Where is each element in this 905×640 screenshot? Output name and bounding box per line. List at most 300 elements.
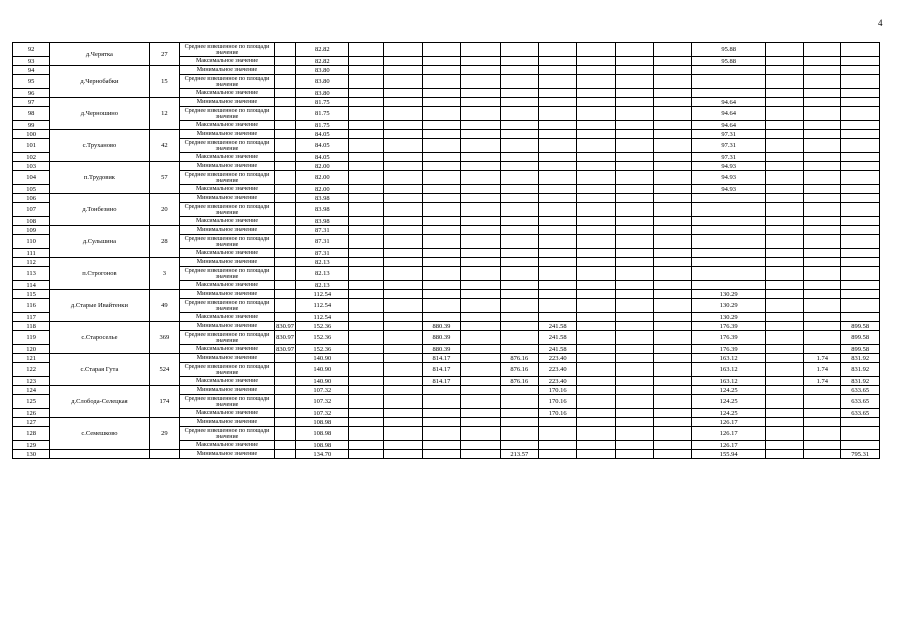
value-cell: 140.90 <box>296 354 349 363</box>
value-cell <box>349 331 384 345</box>
value-cell <box>615 354 653 363</box>
indicator-cell: Среднее взвешенное по площади значение <box>180 171 275 185</box>
value-cell <box>349 409 384 418</box>
value-cell <box>274 409 295 418</box>
value-cell: 126.17 <box>692 441 765 450</box>
value-cell <box>274 441 295 450</box>
value-cell: 241.58 <box>538 345 576 354</box>
value-cell <box>841 427 880 441</box>
value-cell <box>538 450 576 459</box>
value-cell <box>349 418 384 427</box>
value-cell <box>384 441 422 450</box>
value-cell <box>577 162 615 171</box>
value-cell <box>841 203 880 217</box>
value-cell: 87.31 <box>296 226 349 235</box>
value-cell: 880.39 <box>422 345 460 354</box>
value-cell: 82.00 <box>296 171 349 185</box>
row-number-cell: 113 <box>13 267 50 281</box>
value-cell <box>500 185 538 194</box>
value-cell <box>804 409 841 418</box>
value-cell <box>804 418 841 427</box>
value-cell <box>384 450 422 459</box>
value-cell <box>654 217 692 226</box>
value-cell <box>384 331 422 345</box>
value-cell: 126.17 <box>692 427 765 441</box>
value-cell <box>538 57 576 66</box>
table-row <box>13 290 880 299</box>
value-cell <box>349 57 384 66</box>
indicator-cell: Максимальное значение <box>180 121 275 130</box>
value-cell <box>349 354 384 363</box>
value-cell <box>577 313 615 322</box>
value-cell <box>615 66 653 75</box>
value-cell: 899.58 <box>841 345 880 354</box>
indicator-cell: Минимальное значение <box>180 66 275 75</box>
value-cell <box>461 395 501 409</box>
value-cell: 112.54 <box>296 290 349 299</box>
value-cell <box>577 121 615 130</box>
value-cell: 107.32 <box>296 409 349 418</box>
value-cell <box>349 139 384 153</box>
value-cell <box>577 153 615 162</box>
value-cell <box>577 171 615 185</box>
value-cell <box>500 98 538 107</box>
value-cell <box>461 89 501 98</box>
value-cell <box>384 345 422 354</box>
value-cell <box>349 386 384 395</box>
settlement-cell: с.Труханово <box>50 130 149 162</box>
value-cell: 152.36 <box>296 331 349 345</box>
indicator-cell: Среднее взвешенное по площади значение <box>180 395 275 409</box>
value-cell <box>422 281 460 290</box>
value-cell <box>615 418 653 427</box>
value-cell: 87.31 <box>296 249 349 258</box>
value-cell <box>538 162 576 171</box>
value-cell <box>765 450 803 459</box>
value-cell <box>804 107 841 121</box>
settlement-cell: с.Семешково <box>50 418 149 450</box>
value-cell: 107.32 <box>296 386 349 395</box>
value-cell <box>274 185 295 194</box>
value-cell <box>804 226 841 235</box>
value-cell <box>500 313 538 322</box>
value-cell <box>384 171 422 185</box>
value-cell <box>654 153 692 162</box>
row-number-cell: 124 <box>13 386 50 395</box>
value-cell <box>461 57 501 66</box>
value-cell <box>615 89 653 98</box>
value-cell <box>500 427 538 441</box>
value-cell: 213.57 <box>500 450 538 459</box>
value-cell <box>765 290 803 299</box>
value-cell <box>461 226 501 235</box>
value-cell <box>349 194 384 203</box>
value-cell <box>422 75 460 89</box>
value-cell <box>274 386 295 395</box>
value-cell <box>615 290 653 299</box>
value-cell <box>349 153 384 162</box>
value-cell <box>615 267 653 281</box>
value-cell <box>349 235 384 249</box>
value-cell: 155.94 <box>692 450 765 459</box>
row-number-cell: 109 <box>13 226 50 235</box>
value-cell <box>349 377 384 386</box>
value-cell: 223.40 <box>538 363 576 377</box>
value-cell <box>538 153 576 162</box>
value-cell <box>654 322 692 331</box>
value-cell: 126.17 <box>692 418 765 427</box>
value-cell <box>615 386 653 395</box>
value-cell <box>274 139 295 153</box>
value-cell <box>804 194 841 203</box>
parcel-count-cell: 49 <box>149 290 179 322</box>
value-cell <box>615 345 653 354</box>
indicator-cell: Максимальное значение <box>180 441 275 450</box>
value-cell <box>765 281 803 290</box>
parcel-count-cell: 524 <box>149 354 179 386</box>
value-cell <box>461 450 501 459</box>
row-number-cell: 119 <box>13 331 50 345</box>
value-cell <box>804 299 841 313</box>
indicator-cell: Минимальное значение <box>180 450 275 459</box>
value-cell <box>654 450 692 459</box>
value-cell <box>349 299 384 313</box>
value-cell <box>654 43 692 57</box>
row-number-cell: 94 <box>13 66 50 75</box>
value-cell <box>500 162 538 171</box>
value-cell <box>538 203 576 217</box>
value-cell <box>615 57 653 66</box>
value-cell: 108.98 <box>296 441 349 450</box>
indicator-cell: Минимальное значение <box>180 98 275 107</box>
indicator-cell: Минимальное значение <box>180 386 275 395</box>
table-row <box>13 162 880 171</box>
value-cell: 82.82 <box>296 43 349 57</box>
row-number-cell: 129 <box>13 441 50 450</box>
value-cell <box>577 43 615 57</box>
value-cell <box>804 139 841 153</box>
value-cell <box>349 203 384 217</box>
value-cell: 163.12 <box>692 377 765 386</box>
value-cell <box>654 130 692 139</box>
settlement-cell: д.Старые Ивайтенки <box>50 290 149 322</box>
value-cell <box>538 130 576 139</box>
value-cell: 170.16 <box>538 395 576 409</box>
value-cell <box>841 139 880 153</box>
value-cell <box>384 153 422 162</box>
value-cell <box>349 258 384 267</box>
settlement-cell: д.Слобода-Селецкая <box>50 386 149 418</box>
value-cell <box>765 299 803 313</box>
value-cell: 82.82 <box>296 57 349 66</box>
value-cell <box>841 217 880 226</box>
value-cell <box>384 203 422 217</box>
value-cell <box>461 258 501 267</box>
value-cell <box>461 331 501 345</box>
value-cell: 876.16 <box>500 363 538 377</box>
value-cell <box>615 226 653 235</box>
value-cell <box>615 139 653 153</box>
value-cell <box>577 418 615 427</box>
value-cell <box>500 345 538 354</box>
value-cell <box>538 267 576 281</box>
value-cell <box>384 217 422 226</box>
value-cell <box>500 153 538 162</box>
value-cell <box>422 107 460 121</box>
value-cell: 107.32 <box>296 395 349 409</box>
parcel-count-cell: 3 <box>149 258 179 290</box>
value-cell <box>274 249 295 258</box>
parcel-count-cell: 27 <box>149 43 179 66</box>
value-cell <box>841 153 880 162</box>
value-cell <box>349 89 384 98</box>
value-cell <box>461 185 501 194</box>
value-cell <box>577 185 615 194</box>
value-cell <box>274 313 295 322</box>
value-cell: 223.40 <box>538 354 576 363</box>
value-cell <box>538 427 576 441</box>
value-cell <box>538 107 576 121</box>
value-cell <box>765 98 803 107</box>
value-cell <box>841 185 880 194</box>
value-cell <box>804 249 841 258</box>
table-row <box>13 43 880 57</box>
indicator-cell: Максимальное значение <box>180 89 275 98</box>
value-cell <box>349 290 384 299</box>
value-cell <box>384 107 422 121</box>
value-cell: 241.58 <box>538 331 576 345</box>
value-cell <box>654 162 692 171</box>
value-cell <box>384 386 422 395</box>
value-cell <box>692 249 765 258</box>
indicator-cell: Среднее взвешенное по площади значение <box>180 427 275 441</box>
value-cell <box>500 121 538 130</box>
row-number-cell: 103 <box>13 162 50 171</box>
value-cell <box>349 427 384 441</box>
value-cell <box>577 345 615 354</box>
value-cell <box>349 130 384 139</box>
value-cell <box>577 395 615 409</box>
row-number-cell: 116 <box>13 299 50 313</box>
row-number-cell: 115 <box>13 290 50 299</box>
value-cell: 880.39 <box>422 331 460 345</box>
row-number-cell: 130 <box>13 450 50 459</box>
value-cell <box>804 130 841 139</box>
value-cell <box>577 235 615 249</box>
value-cell: 130.29 <box>692 290 765 299</box>
value-cell <box>615 75 653 89</box>
value-cell <box>538 217 576 226</box>
settlement-cell: д.Чернобабки <box>50 66 149 98</box>
value-cell <box>765 107 803 121</box>
value-cell <box>692 217 765 226</box>
indicator-cell: Минимальное значение <box>180 354 275 363</box>
parcel-count-cell: 42 <box>149 130 179 162</box>
value-cell <box>274 377 295 386</box>
value-cell <box>841 75 880 89</box>
value-cell <box>274 98 295 107</box>
value-cell <box>654 363 692 377</box>
value-cell <box>538 171 576 185</box>
value-cell <box>804 57 841 66</box>
value-cell <box>692 75 765 89</box>
value-cell <box>841 290 880 299</box>
parcel-count-cell: 20 <box>149 194 179 226</box>
value-cell <box>841 281 880 290</box>
value-cell <box>654 89 692 98</box>
value-cell <box>577 331 615 345</box>
value-cell: 814.17 <box>422 363 460 377</box>
value-cell <box>615 130 653 139</box>
value-cell <box>615 249 653 258</box>
value-cell <box>804 89 841 98</box>
value-cell: 152.36 <box>296 322 349 331</box>
value-cell <box>804 345 841 354</box>
parcel-count-cell: 174 <box>149 386 179 418</box>
value-cell: 241.58 <box>538 322 576 331</box>
table-row <box>13 226 880 235</box>
value-cell <box>384 313 422 322</box>
value-cell <box>841 107 880 121</box>
value-cell <box>654 194 692 203</box>
value-cell <box>615 217 653 226</box>
table-row <box>13 322 880 331</box>
row-number-cell: 93 <box>13 57 50 66</box>
value-cell <box>765 363 803 377</box>
value-cell: 176.39 <box>692 345 765 354</box>
indicator-cell: Максимальное значение <box>180 57 275 66</box>
value-cell <box>461 171 501 185</box>
row-number-cell: 110 <box>13 235 50 249</box>
value-cell: 876.16 <box>500 354 538 363</box>
indicator-cell: Максимальное значение <box>180 281 275 290</box>
value-cell <box>692 203 765 217</box>
value-cell <box>500 171 538 185</box>
value-cell <box>577 363 615 377</box>
value-cell <box>384 322 422 331</box>
value-cell <box>615 107 653 121</box>
value-cell <box>692 226 765 235</box>
value-cell <box>765 249 803 258</box>
value-cell <box>615 450 653 459</box>
value-cell <box>804 185 841 194</box>
indicator-cell: Максимальное значение <box>180 345 275 354</box>
value-cell <box>422 313 460 322</box>
value-cell <box>461 153 501 162</box>
row-number-cell: 95 <box>13 75 50 89</box>
value-cell <box>461 121 501 130</box>
value-cell <box>804 121 841 130</box>
table-row <box>13 194 880 203</box>
value-cell <box>654 107 692 121</box>
value-cell <box>538 185 576 194</box>
value-cell: 831.92 <box>841 363 880 377</box>
value-cell <box>765 235 803 249</box>
row-number-cell: 98 <box>13 107 50 121</box>
value-cell <box>615 313 653 322</box>
value-cell <box>500 409 538 418</box>
value-cell <box>422 203 460 217</box>
value-cell <box>461 217 501 226</box>
indicator-cell: Среднее взвешенное по площади значение <box>180 203 275 217</box>
table-row <box>13 450 880 459</box>
value-cell <box>461 281 501 290</box>
value-cell <box>615 121 653 130</box>
value-cell <box>461 409 501 418</box>
value-cell: 94.93 <box>692 162 765 171</box>
value-cell <box>841 171 880 185</box>
value-cell <box>500 235 538 249</box>
value-cell: 94.93 <box>692 171 765 185</box>
value-cell <box>692 235 765 249</box>
indicator-cell: Среднее взвешенное по площади значение <box>180 235 275 249</box>
settlement-cell: п.Строгонов <box>50 258 149 290</box>
value-cell <box>538 121 576 130</box>
value-cell: 152.36 <box>296 345 349 354</box>
value-cell <box>615 331 653 345</box>
value-cell: 124.25 <box>692 409 765 418</box>
value-cell <box>765 267 803 281</box>
value-cell <box>461 139 501 153</box>
value-cell <box>765 89 803 98</box>
row-number-cell: 92 <box>13 43 50 57</box>
value-cell: 899.58 <box>841 322 880 331</box>
value-cell: 87.31 <box>296 235 349 249</box>
value-cell <box>384 427 422 441</box>
value-cell: 108.98 <box>296 418 349 427</box>
value-cell: 176.39 <box>692 322 765 331</box>
value-cell <box>461 98 501 107</box>
value-cell <box>577 377 615 386</box>
value-cell <box>422 217 460 226</box>
value-cell <box>274 217 295 226</box>
value-cell: 82.13 <box>296 258 349 267</box>
value-cell <box>615 185 653 194</box>
value-cell <box>384 226 422 235</box>
indicator-cell: Минимальное значение <box>180 162 275 171</box>
value-cell <box>804 267 841 281</box>
value-cell <box>654 203 692 217</box>
value-cell: 880.39 <box>422 322 460 331</box>
parcel-count-cell: 28 <box>149 226 179 258</box>
value-cell <box>274 162 295 171</box>
value-cell <box>384 57 422 66</box>
value-cell <box>654 418 692 427</box>
value-cell <box>384 418 422 427</box>
value-cell: 633.65 <box>841 386 880 395</box>
value-cell: 140.90 <box>296 363 349 377</box>
settlement-cell: д.Сульшина <box>50 226 149 258</box>
value-cell <box>654 409 692 418</box>
value-cell <box>349 171 384 185</box>
value-cell: 176.39 <box>692 331 765 345</box>
value-cell <box>577 130 615 139</box>
value-cell: 97.31 <box>692 153 765 162</box>
value-cell <box>349 185 384 194</box>
row-number-cell: 101 <box>13 139 50 153</box>
value-cell <box>500 203 538 217</box>
value-cell <box>804 427 841 441</box>
value-cell <box>538 313 576 322</box>
value-cell: 94.64 <box>692 107 765 121</box>
value-cell: 82.13 <box>296 267 349 281</box>
value-cell <box>422 139 460 153</box>
value-cell <box>422 258 460 267</box>
value-cell <box>384 290 422 299</box>
indicator-cell: Среднее взвешенное по площади значение <box>180 43 275 57</box>
value-cell <box>461 130 501 139</box>
value-cell <box>577 107 615 121</box>
